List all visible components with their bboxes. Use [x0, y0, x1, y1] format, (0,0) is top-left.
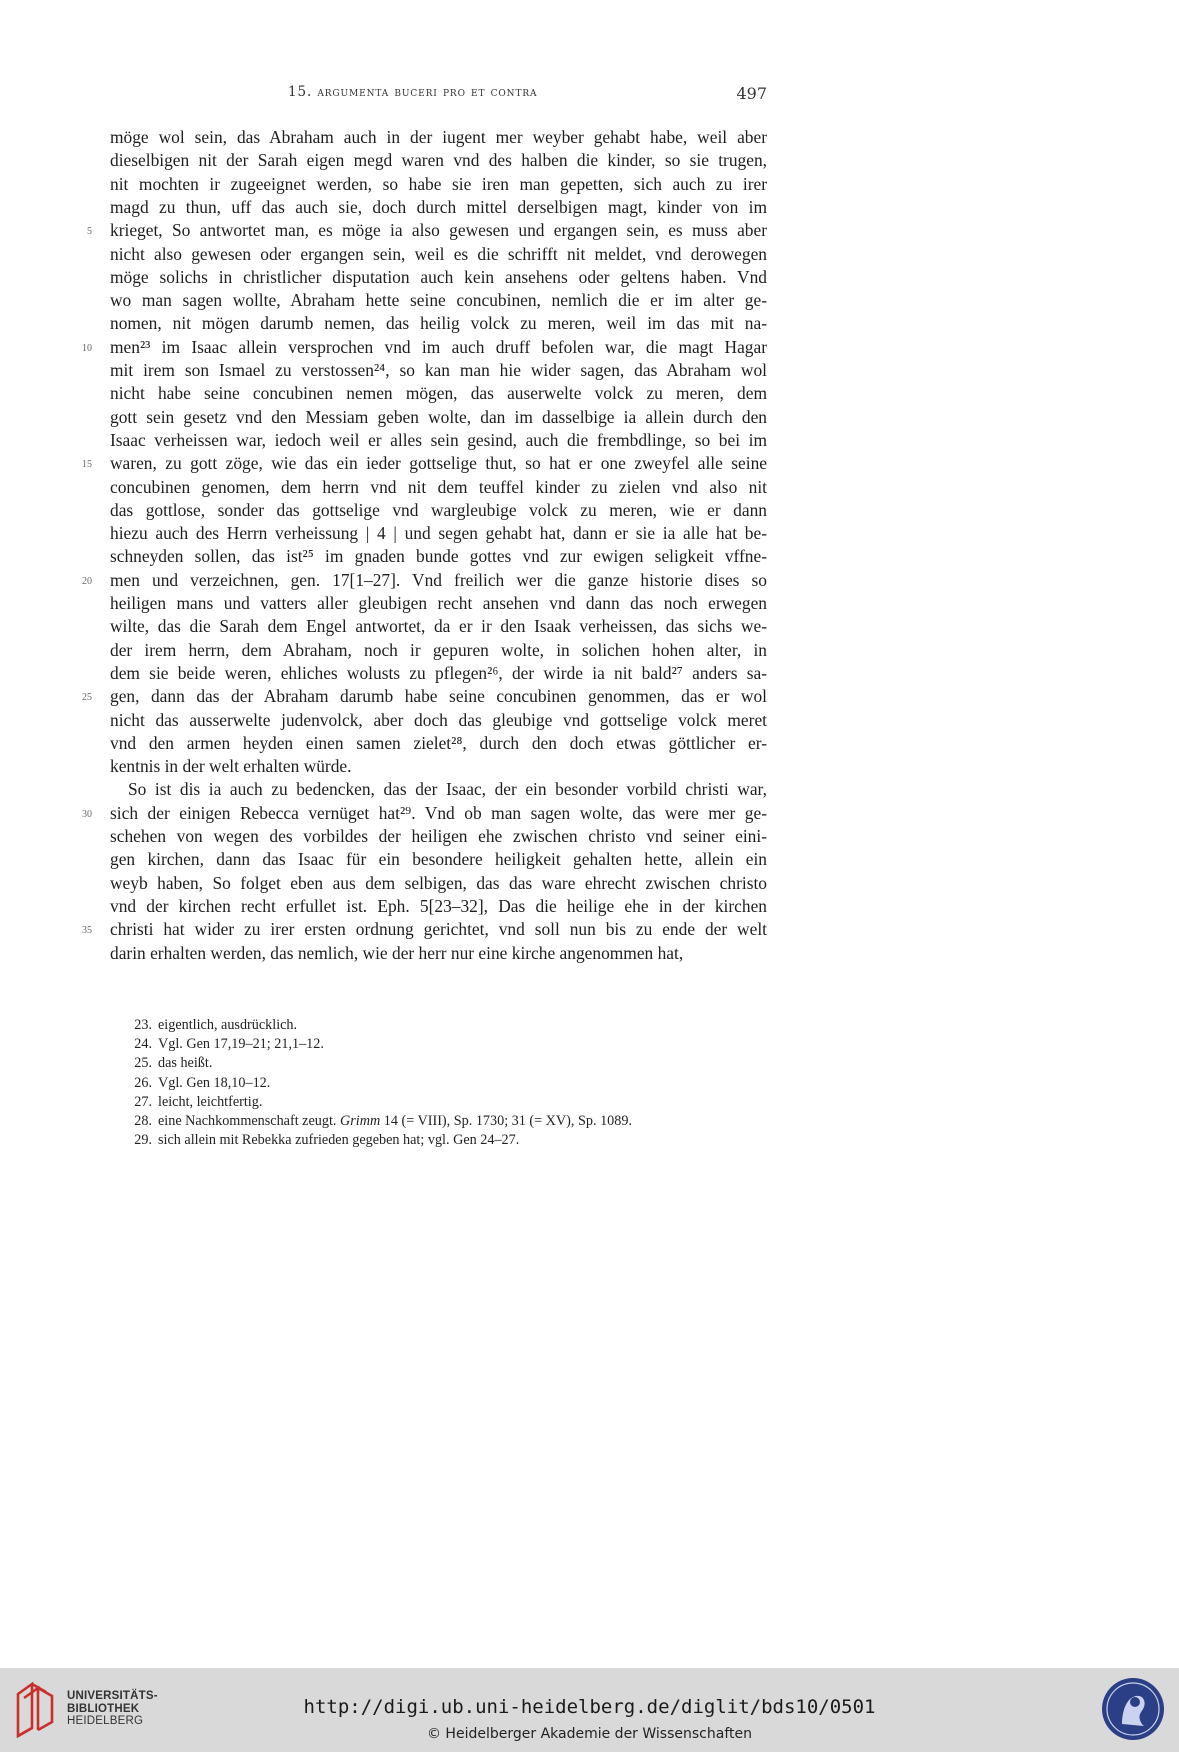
text-line: heiligen mans und vatters aller gleubigen recht ansehen vnd dann das noch erwegen	[110, 593, 767, 613]
page-number: 497	[736, 84, 767, 103]
footnote-number: 29.	[134, 1132, 152, 1149]
line-number: 5	[87, 226, 92, 238]
text-line: krieget, So antwortet man, es möge ia also gewesen und ergangen sein, es muss aber	[110, 220, 767, 241]
text-line: das gottlose, sonder das gottselige vnd wargleubige volck zu meren, wie er dann	[110, 499, 767, 520]
footnote-number: 27.	[134, 1093, 152, 1110]
text-line: Isaac verheissen war, iedoch weil er alles sein gesind, auch die frembdlinge, so bei im	[110, 429, 767, 450]
footer-bar	[0, 1668, 1179, 1752]
text-line: schneyden sollen, das ist²⁵ im gnaden bunde gottes vnd zur ewigen seligkeit vffne-	[110, 546, 767, 567]
text-line: hiezu auch des Herrn verheissung | 4 | und segen gehabt hat, dann er sie ia alle hat be-	[110, 523, 767, 544]
text-line: gott sein gesetz vnd den Messiam geben wolte, dan im dasselbige ia allein durch den	[110, 406, 767, 427]
footnote-number: 23.	[134, 1017, 152, 1033]
text-line: magd zu thun, uff das auch sie, doch durch mittel derselbigen magt, kinder von im	[110, 196, 767, 217]
text-line: wo man sagen wollte, Abraham hette seine concubinen, nemlich die er im alter ge-	[110, 290, 767, 311]
page-header	[110, 84, 767, 108]
text-line: dieselbigen nit der Sarah eigen megd waren vnd des halben die kinder, so sie trugen,	[110, 150, 767, 171]
text-line: dem sie beide weren, ehliches wolusts zu pflegen²⁶, der wirde ia nit bald²⁷ anders sa-	[110, 662, 767, 683]
copyright-notice: © Heidelberger Akademie der Wissenschaften	[426, 1726, 752, 1742]
footnote-text: eigentlich, ausdrücklich.	[158, 1017, 298, 1033]
text-line: nit mochten ir zugeeignet werden, so habe sie iren man gepetten, sich auch zu irer	[110, 173, 767, 194]
text-line: nicht habe seine concubinen nemen mögen, das auserwelte volck zu meren, dem	[110, 383, 767, 404]
footnote	[126, 1016, 766, 1035]
footnote-text: Vgl. Gen 17,19–21; 21,1–12.	[158, 1036, 324, 1053]
text-line: schehen von wegen des vorbildes der heiligen ehe zwischen christo vnd seiner eini-	[110, 826, 767, 846]
footnote-text: Vgl. Gen 18,10–12.	[158, 1074, 271, 1091]
text-line: waren, zu gott zöge, wie das ein ieder gottselige thut, so hat er one zweyfel alle seine	[110, 453, 767, 474]
line-number: 25	[82, 692, 92, 704]
text-line: vnd der kirchen recht erfullet ist. Eph. 5[23–32], Das die heilige ehe in der kirchen	[110, 895, 767, 916]
footnote	[126, 1131, 766, 1150]
text-line: möge solichs in christlicher disputation auch kein ansehens oder geltens haben. Vnd	[110, 266, 767, 287]
text-line: So ist dis ia auch zu bedencken, das der Isaac, der ein besonder vorbild christi war,	[128, 779, 767, 800]
line-number: 15	[82, 459, 92, 471]
line-number: 20	[82, 575, 92, 587]
line-number: 10	[82, 342, 92, 354]
footnote-number: 24.	[134, 1036, 152, 1053]
text-line: concubinen genomen, dem herrn vnd nit dem teuffel kinder zu zielen vnd also nit	[110, 476, 767, 497]
footnote-source-title: Grimm	[340, 1112, 381, 1129]
academy-seal-icon	[1100, 1676, 1166, 1742]
footnote-text: 14 (= VIII), Sp. 1730; 31 (= XV), Sp. 1089.	[380, 1112, 632, 1129]
footnote	[126, 1112, 766, 1131]
text-line: nicht das ausserwelte judenvolck, aber doch das gleubige vnd gottselige volck meret	[110, 709, 767, 730]
footnotes	[126, 1016, 766, 1150]
text-line: nicht also gewesen oder ergangen sein, weil es die schrifft nit meldet, vnd derowegen	[110, 243, 767, 264]
footnote	[126, 1093, 766, 1112]
text-line: men und verzeichnen, gen. 17[1–27]. Vnd freilich wer die ganze historie dises so	[110, 569, 767, 590]
footnote-text: sich allein mit Rebekka zufrieden gegeben hat; vgl. Gen 24–27.	[158, 1132, 520, 1149]
line-number: 30	[82, 808, 92, 820]
text-line: möge wol sein, das Abraham auch in der iugent mer weyber gehabt habe, weil aber	[110, 127, 767, 147]
text-line: christi hat wider zu irer ersten ordnung gerichtet, vnd soll nun bis zu ende der welt	[110, 919, 767, 940]
text-line: sich der einigen Rebecca vernüget hat²⁹. Vnd ob man sagen wolte, das were mer ge-	[110, 802, 767, 823]
footnote	[126, 1074, 766, 1093]
line-number: 35	[82, 925, 92, 937]
text-line: der irem herrn, dem Abraham, noch ir gepuren wolte, in solichen hohen alter, in	[110, 639, 767, 660]
library-name-line-2: BIBLIOTHEK	[67, 1702, 140, 1715]
footnote-number: 25.	[134, 1055, 152, 1072]
text-line: weyb haben, So folget eben aus dem selbigen, das das ware ehrecht zwischen christo	[110, 872, 767, 893]
library-name-line-3: HEIDELBERG	[67, 1715, 144, 1727]
text-line: gen, dann das der Abraham darumb habe seine concubinen genommen, das er wol	[110, 686, 767, 707]
text-line: vnd den armen heyden einen samen zielet²⁸, durch den doch etwas göttlicher er-	[110, 732, 767, 753]
footnote	[126, 1054, 766, 1073]
text-line: men²³ im Isaac allein versprochen vnd im auch druff befolen war, die magt Hagar	[110, 336, 767, 357]
footnote-text: leicht, leichtfertig.	[158, 1093, 263, 1110]
library-name-line-1: UNIVERSITÄTS-	[67, 1690, 158, 1702]
running-title: 15. argumenta buceri pro et contra	[288, 84, 538, 100]
text-line: mit irem son Ismael zu verstossen²⁴, so kan man hie wider sagen, das Abraham wol	[110, 360, 767, 380]
footnote-text: eine Nachkommenschaft zeugt.	[158, 1112, 340, 1129]
footnote	[126, 1035, 766, 1054]
text-line: gen kirchen, dann das Isaac für ein besondere heiligkeit gehalten hette, allein ein	[110, 849, 767, 870]
text-line: nomen, nit mögen darumb nemen, das heilig volck zu meren, weil im das mit na-	[110, 313, 767, 334]
footnote-number: 28.	[134, 1112, 152, 1129]
footnote-text: das heißt.	[158, 1055, 213, 1072]
footnote-number: 26.	[134, 1074, 152, 1091]
permalink-url[interactable]: http://digi.ub.uni-heidelberg.de/diglit/bds10/0501	[303, 1696, 876, 1718]
text-line: wilte, das die Sarah dem Engel antwortet, da er ir den Isaak verheissen, das sichs we-	[110, 616, 767, 637]
text-line: kentnis in der welt erhalten würde.	[110, 756, 352, 777]
text-line: darin erhalten werden, das nemlich, wie der herr nur eine kirche angenommen hat,	[110, 942, 684, 963]
